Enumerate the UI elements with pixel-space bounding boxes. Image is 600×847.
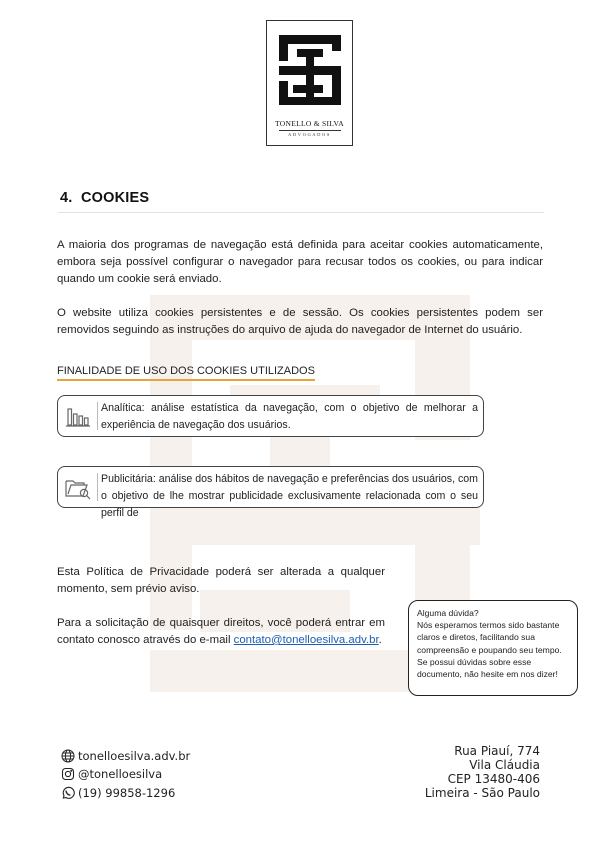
logo-firm-name: TONELLO & SILVA — [275, 119, 344, 128]
address-line: Limeira - São Paulo — [424, 786, 540, 800]
card-text: Analítica: análise estatística da navegação, com o objetivo de melhorar a experiência de navegação dos usuários. — [101, 402, 478, 431]
address-line: Vila Cláudia — [469, 758, 540, 772]
heading-divider — [58, 212, 544, 213]
address-line: Rua Piauí, 774 — [454, 744, 540, 758]
footer-phone[interactable] — [61, 785, 175, 800]
section-number: 4. — [60, 190, 73, 206]
instagram-icon — [61, 767, 75, 781]
card-divider — [97, 402, 98, 430]
help-bubble-text: Nós esperamos termos sido bastante claros e diretos, facilitando sua compreensão e poupando seu tempo. Se possui dúvidas sobre esse documento, não hesite em nos dizer! — [417, 620, 562, 680]
footer-website-text: tonelloesilva.adv.br — [78, 748, 191, 763]
logo-rule — [279, 130, 341, 131]
help-bubble-title: Alguma dúvida? — [417, 608, 479, 618]
ts-monogram-icon — [267, 21, 354, 119]
finalidade-heading: FINALIDADE DE USO DOS COOKIES UTILIZADOS — [57, 365, 315, 381]
address-line: CEP 13480-406 — [447, 772, 540, 786]
contact-request — [57, 615, 385, 649]
cookie-purpose-card-analitica — [57, 395, 484, 437]
email-link[interactable]: contato@tonelloesilva.adv.br — [233, 634, 379, 646]
folder-search-icon — [63, 472, 93, 502]
help-bubble — [408, 600, 578, 696]
section-title-text: COOKIES — [80, 190, 150, 206]
card-text: Publicitária: análise dos hábitos de navegação e preferências dos usuários, com o objetivo de lhe mostrar publicidade exclusivamente relacionada com o seu perfil de — [101, 473, 478, 519]
card-divider — [97, 473, 98, 501]
footer-address — [380, 744, 540, 800]
section-title — [60, 190, 149, 206]
footer-phone-text: (19) 99858-1296 — [78, 785, 176, 800]
bar-chart-icon — [63, 401, 93, 431]
policy-change-note: Esta Política de Privacidade poderá ser alterada a qualquer momento, sem prévio aviso. — [57, 566, 385, 595]
footer-instagram[interactable] — [61, 766, 162, 781]
whatsapp-icon — [61, 786, 75, 800]
contact-request-text: Para a solicitação de quaisquer direitos, você poderá entrar em contato conosco através do e-mail — [57, 617, 385, 646]
contact-request-suffix: . — [378, 634, 382, 646]
logo-subtitle: ADVOGADOS — [288, 132, 331, 137]
footer-website[interactable] — [61, 748, 190, 763]
cookie-purpose-card-publicitaria — [57, 466, 484, 519]
firm-logo — [266, 20, 353, 146]
footer-instagram-text: @tonelloesilva — [78, 766, 163, 781]
paragraph-cookies-browser: A maioria dos programas de navegação está definida para aceitar cookies automaticamente, embora seja possível configurar o navegador para recusar todos os cookies, ou para indicar quando um cookie será enviado. — [57, 239, 543, 285]
globe-icon — [61, 749, 75, 763]
paragraph-cookies-types: O website utiliza cookies persistentes e de sessão. Os cookies persistentes podem ser removidos seguindo as instruções do arquivo de ajuda do navegador de Internet do usuário. — [57, 307, 543, 336]
